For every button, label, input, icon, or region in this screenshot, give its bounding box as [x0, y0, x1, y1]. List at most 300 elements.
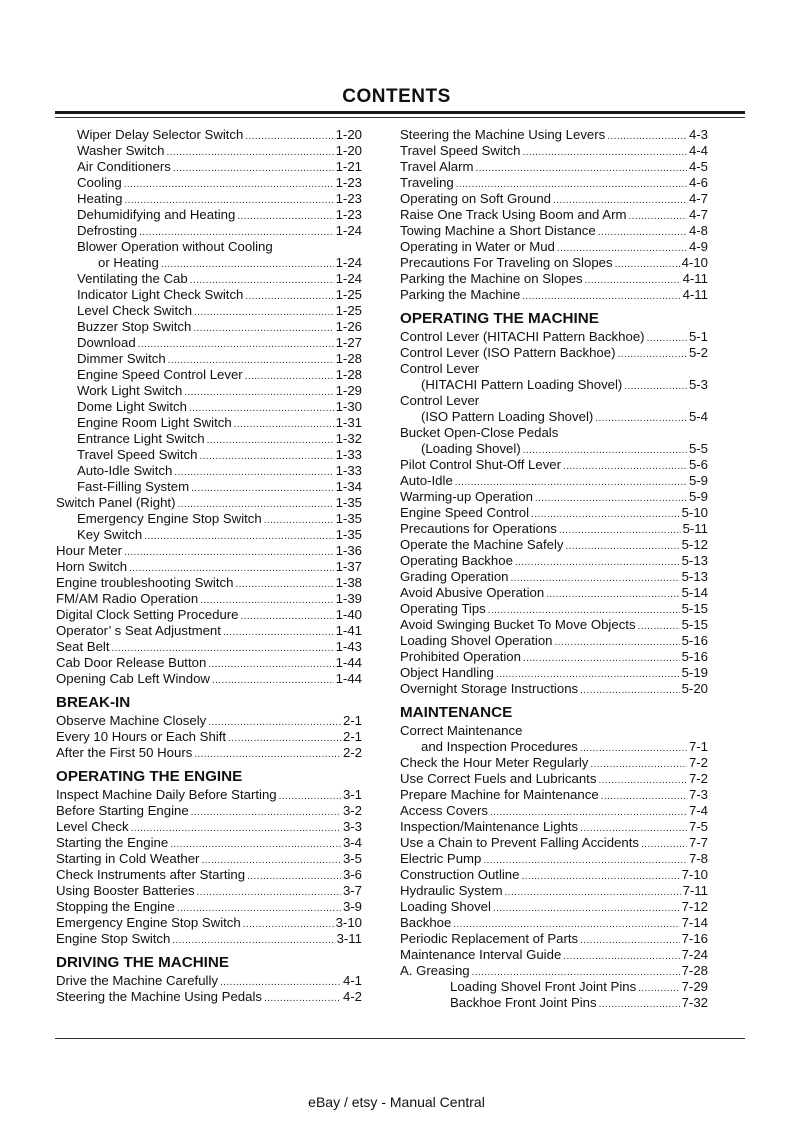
- dot-leader: [563, 949, 679, 965]
- toc-page-number: 1-35: [335, 527, 362, 542]
- toc-entry-title: Air Conditioners: [77, 159, 171, 174]
- dot-leader: [223, 625, 334, 641]
- toc-page-number: 7-4: [688, 803, 708, 818]
- toc-page-number: 7-10: [681, 867, 708, 882]
- toc-entry-title: Emergency Engine Stop Switch: [56, 915, 241, 930]
- toc-entry-title: Prohibited Operation: [400, 649, 521, 664]
- toc-entry: [400, 159, 708, 175]
- dot-leader: [247, 869, 341, 885]
- dot-leader: [199, 449, 333, 465]
- dot-leader: [585, 273, 681, 289]
- toc-entry-title: Heating: [77, 191, 123, 206]
- toc-page-number: 5-19: [681, 665, 708, 680]
- dot-leader: [144, 529, 333, 545]
- toc-entry-title: Electric Pump: [400, 851, 482, 866]
- dot-leader: [493, 901, 680, 917]
- toc-entry-title: Precautions for Operations: [400, 521, 557, 536]
- toc-entry: [400, 803, 708, 819]
- toc-entry: [400, 409, 708, 425]
- toc-entry: [56, 207, 362, 223]
- dot-leader: [191, 805, 341, 821]
- toc-page-number: 1-23: [335, 175, 362, 190]
- toc-page-number: 1-28: [335, 367, 362, 382]
- section-heading: OPERATING THE ENGINE: [56, 768, 243, 785]
- toc-entry: [56, 191, 362, 207]
- toc-entry: [400, 473, 708, 489]
- toc-page-number: 7-32: [681, 995, 708, 1010]
- toc-entry-title: Operate the Machine Safely: [400, 537, 564, 552]
- toc-page-number: 3-11: [336, 931, 362, 946]
- dot-leader: [599, 997, 680, 1013]
- dot-leader: [521, 869, 679, 885]
- toc-entry: [56, 973, 362, 989]
- toc-page-number: 1-34: [335, 479, 362, 494]
- dot-leader: [580, 741, 687, 757]
- toc-entry-title: Pilot Control Shut-Off Lever: [400, 457, 562, 472]
- toc-entry-title: Buzzer Stop Switch: [77, 319, 192, 334]
- dot-leader: [237, 209, 333, 225]
- toc-entry: [56, 319, 362, 335]
- toc-page-number: 7-14: [681, 915, 708, 930]
- toc-entry: [56, 431, 362, 447]
- toc-page-number: 5-16: [681, 649, 708, 664]
- toc-page-number: 1-32: [335, 431, 362, 446]
- toc-entry-title: Opening Cab Left Window: [56, 671, 210, 686]
- toc-entry: [400, 505, 708, 521]
- toc-entry-title: Warming-up Operation: [400, 489, 533, 504]
- dot-leader: [245, 289, 333, 305]
- toc-entry-title: Correct Maintenance: [400, 723, 523, 738]
- toc-page-number: 1-27: [335, 335, 362, 350]
- toc-entry-title: Raise One Track Using Boom and Arm: [400, 207, 627, 222]
- toc-page-number: 4-10: [681, 255, 708, 270]
- toc-entry: [56, 745, 362, 761]
- toc-page-number: 4-4: [688, 143, 708, 158]
- dot-leader: [595, 411, 687, 427]
- toc-entry-title: Operating in Water or Mud: [400, 239, 555, 254]
- toc-entry-title: Access Covers: [400, 803, 488, 818]
- dot-leader: [615, 257, 680, 273]
- toc-entry-title: Using Booster Batteries: [56, 883, 195, 898]
- toc-entry: [56, 143, 362, 159]
- dot-leader: [243, 917, 334, 933]
- toc-entry-title: Fast-Filling System: [77, 479, 190, 494]
- dot-leader: [124, 545, 334, 561]
- section-heading: MAINTENANCE: [400, 704, 513, 721]
- section-heading: BREAK-IN: [56, 694, 131, 711]
- toc-entry-title: Parking the Machine on Slopes: [400, 271, 583, 286]
- toc-entry-title: Observe Machine Closely: [56, 713, 207, 728]
- toc-page-number: 7-7: [688, 835, 708, 850]
- toc-page-number: 3-1: [342, 787, 362, 802]
- toc-entry: [56, 803, 362, 819]
- dot-leader: [279, 789, 341, 805]
- toc-entry: [56, 899, 362, 915]
- toc-page-number: 7-16: [681, 931, 708, 946]
- toc-entry-title: Parking the Machine: [400, 287, 521, 302]
- dot-leader: [580, 683, 679, 699]
- toc-entry: [56, 351, 362, 367]
- toc-page-number: 1-39: [335, 591, 362, 606]
- toc-entry: [56, 729, 362, 745]
- toc-page-number: 5-6: [688, 457, 708, 472]
- toc-entry-title: Level Check: [56, 819, 129, 834]
- dot-leader: [638, 981, 679, 997]
- toc-page-number: 3-6: [342, 867, 362, 882]
- toc-page-number: 5-13: [681, 553, 708, 568]
- toc-entry-title: Control Lever: [400, 361, 480, 376]
- toc-entry-title: Control Lever: [400, 393, 480, 408]
- dot-leader: [515, 555, 680, 571]
- toc-entry-title: Key Switch: [77, 527, 143, 542]
- toc-page-number: 1-21: [335, 159, 362, 174]
- toc-page-number: 5-12: [681, 537, 708, 552]
- toc-page-number: 5-9: [688, 489, 708, 504]
- toc-entry-title: Ventilating the Cab: [77, 271, 188, 286]
- toc-entry-title: Loading Shovel Operation: [400, 633, 553, 648]
- toc-page-number: 3-4: [342, 835, 362, 850]
- toc-page-number: 1-28: [335, 351, 362, 366]
- toc-entry: [400, 345, 708, 361]
- toc-entry: [400, 489, 708, 505]
- toc-entry-title: Steering the Machine Using Levers: [400, 127, 606, 142]
- toc-page-number: 1-24: [335, 271, 362, 286]
- toc-entry: [400, 585, 708, 601]
- dot-leader: [522, 289, 680, 305]
- toc-entry: [400, 329, 708, 345]
- toc-entry-title: A. Greasing: [400, 963, 470, 978]
- dot-leader: [647, 331, 687, 347]
- toc-entry: [56, 867, 362, 883]
- toc-entry: [56, 463, 362, 479]
- toc-page-number: 3-7: [342, 883, 362, 898]
- toc-entry-title: Avoid Swinging Bucket To Move Objects: [400, 617, 636, 632]
- toc-page-number: 3-9: [342, 899, 362, 914]
- toc-entry: [400, 441, 708, 457]
- toc-page-number: 4-2: [342, 989, 362, 1004]
- toc-entry-title: (Loading Shovel): [421, 441, 521, 456]
- toc-entry-title: Steering the Machine Using Pedals: [56, 989, 262, 1004]
- dot-leader: [598, 773, 687, 789]
- toc-entry-title: Engine Stop Switch: [56, 931, 171, 946]
- toc-entry-title: Digital Clock Setting Procedure: [56, 607, 239, 622]
- toc-entry-title: Travel Speed Switch: [77, 447, 198, 462]
- dot-leader: [618, 347, 687, 363]
- toc-entry-title: Blower Operation without Cooling: [77, 239, 273, 254]
- toc-page-number: 5-4: [688, 409, 708, 424]
- dot-leader: [590, 757, 687, 773]
- dot-leader: [228, 731, 341, 747]
- toc-page-number: 1-25: [335, 303, 362, 318]
- toc-entry-title: Towing Machine a Short Distance: [400, 223, 596, 238]
- toc-page-number: 2-1: [342, 713, 362, 728]
- toc-entry-title: Traveling: [400, 175, 454, 190]
- toc-entry-title: Horn Switch: [56, 559, 128, 574]
- toc-entry: [400, 649, 708, 665]
- toc-page-number: 7-24: [681, 947, 708, 962]
- dot-leader: [208, 657, 333, 673]
- toc-entry-title: Starting in Cold Weather: [56, 851, 200, 866]
- dot-leader: [555, 635, 680, 651]
- dot-leader: [172, 933, 334, 949]
- toc-page-number: 1-26: [335, 319, 362, 334]
- toc-entry: [400, 207, 708, 223]
- toc-page-number: 5-14: [681, 585, 708, 600]
- toc-entry: [400, 883, 708, 899]
- toc-entry-title: Operator’ s Seat Adjustment: [56, 623, 221, 638]
- toc-page-number: 3-5: [342, 851, 362, 866]
- toc-entry: [400, 255, 708, 271]
- toc-entry: [400, 681, 708, 697]
- toc-entry: [56, 607, 362, 623]
- toc-page-number: 2-2: [342, 745, 362, 760]
- toc-page-number: 1-40: [335, 607, 362, 622]
- section-heading: OPERATING THE MACHINE: [400, 310, 599, 327]
- toc-entry-title: Hour Meter: [56, 543, 122, 558]
- dot-leader: [191, 481, 333, 497]
- toc-entry-title: Inspection/Maintenance Lights: [400, 819, 579, 834]
- toc-entry-title: Construction Outline: [400, 867, 520, 882]
- dot-leader: [638, 619, 680, 635]
- toc-entry-title: Operating Tips: [400, 601, 486, 616]
- toc-entry-title: FM/AM Radio Operation: [56, 591, 199, 606]
- toc-entry-title: Starting the Engine: [56, 835, 169, 850]
- toc-entry: [56, 559, 362, 575]
- toc-entry: [56, 175, 362, 191]
- toc-entry-title: Precautions For Traveling on Slopes: [400, 255, 613, 270]
- toc-page-number: 3-2: [342, 803, 362, 818]
- toc-entry: [56, 127, 362, 143]
- toc-entry-title: (ISO Pattern Loading Shovel): [421, 409, 594, 424]
- toc-page-number: 7-11: [682, 883, 708, 898]
- bottom-rule: [55, 1038, 745, 1039]
- toc-entry-title: Travel Speed Switch: [400, 143, 521, 158]
- toc-left-column: [56, 127, 362, 1005]
- toc-entry-title: Engine Speed Control Lever: [77, 367, 243, 382]
- dot-leader: [565, 539, 679, 555]
- toc-entry-title: Entrance Light Switch: [77, 431, 205, 446]
- dot-leader: [601, 789, 687, 805]
- toc-entry-title: Check the Hour Meter Regularly: [400, 755, 589, 770]
- dot-leader: [241, 609, 334, 625]
- dot-leader: [235, 577, 333, 593]
- toc-entry: [56, 931, 362, 947]
- toc-page-number: 1-35: [335, 511, 362, 526]
- toc-entry-title: Use Correct Fuels and Lubricants: [400, 771, 597, 786]
- toc-entry: [400, 223, 708, 239]
- dot-leader: [193, 321, 333, 337]
- toc-entry-title: Defrosting: [77, 223, 138, 238]
- dot-leader: [624, 379, 687, 395]
- toc-page-number: 7-1: [688, 739, 708, 754]
- toc-entry: [56, 511, 362, 527]
- toc-page-number: 7-28: [681, 963, 708, 978]
- toc-entry: [56, 367, 362, 383]
- page-title: CONTENTS: [342, 86, 451, 107]
- toc-page-number: 7-29: [681, 979, 708, 994]
- toc-page-number: 4-9: [688, 239, 708, 254]
- dot-leader: [522, 145, 686, 161]
- toc-page-number: 7-2: [688, 771, 708, 786]
- toc-entry: [400, 601, 708, 617]
- toc-entry: [56, 527, 362, 543]
- footer-text: eBay / etsy - Manual Central: [308, 1094, 485, 1110]
- toc-entry: [400, 617, 708, 633]
- toc-page-number: 1-44: [335, 655, 362, 670]
- toc-entry: [56, 639, 362, 655]
- toc-entry: [56, 399, 362, 415]
- toc-page-number: 4-5: [688, 159, 708, 174]
- toc-page-number: 1-38: [335, 575, 362, 590]
- toc-entry-title: Switch Panel (Right): [56, 495, 176, 510]
- toc-entry-title: and Inspection Procedures: [421, 739, 578, 754]
- toc-entry-title: Indicator Light Check Switch: [77, 287, 244, 302]
- toc-entry: [400, 979, 708, 995]
- toc-entry: [400, 915, 708, 931]
- toc-entry: [56, 851, 362, 867]
- toc-entry: [400, 457, 708, 473]
- toc-entry-title: Drive the Machine Carefully: [56, 973, 218, 988]
- dot-leader: [580, 933, 679, 949]
- dot-leader: [194, 747, 341, 763]
- toc-page-number: 7-2: [688, 755, 708, 770]
- toc-entry-title: Emergency Engine Stop Switch: [77, 511, 262, 526]
- toc-entry: [400, 239, 708, 255]
- toc-entry: [56, 495, 362, 511]
- toc-entry-title: Level Check Switch: [77, 303, 193, 318]
- dot-leader: [212, 673, 334, 689]
- toc-entry: [400, 771, 708, 787]
- toc-entry-title: Use a Chain to Prevent Falling Accidents: [400, 835, 639, 850]
- toc-entry-title: Periodic Replacement of Parts: [400, 931, 579, 946]
- toc-entry-title: Seat Belt: [56, 639, 110, 654]
- toc-entry-title: Object Handling: [400, 665, 494, 680]
- toc-entry: [56, 383, 362, 399]
- toc-page-number: 7-3: [688, 787, 708, 802]
- toc-entry: [56, 335, 362, 351]
- toc-entry-title: Work Light Switch: [77, 383, 183, 398]
- toc-page-number: 4-3: [688, 127, 708, 142]
- toc-entry: [400, 995, 708, 1011]
- toc-entry: [56, 915, 362, 931]
- toc-entry-title: Washer Switch: [77, 143, 165, 158]
- toc-entry: [56, 159, 362, 175]
- toc-entry-title: Auto-Idle Switch: [77, 463, 173, 478]
- toc-entry-title: Hydraulic System: [400, 883, 503, 898]
- toc-page-number: 4-7: [688, 191, 708, 206]
- toc-entry-title: Control Lever (ISO Pattern Backhoe): [400, 345, 616, 360]
- toc-entry: [400, 665, 708, 681]
- dot-leader: [208, 715, 341, 731]
- toc-entry: [400, 787, 708, 803]
- toc-page-number: 4-7: [688, 207, 708, 222]
- toc-entry: [56, 223, 362, 239]
- toc-page-number: 1-33: [335, 463, 362, 478]
- toc-entry-title: Engine Speed Control: [400, 505, 530, 520]
- toc-entry-title: Engine troubleshooting Switch: [56, 575, 234, 590]
- toc-entry-title: Operating on Soft Ground: [400, 191, 552, 206]
- toc-entry-title: Avoid Abusive Operation: [400, 585, 545, 600]
- dot-leader: [138, 337, 334, 353]
- dot-leader: [264, 513, 334, 529]
- toc-entry-title: Cab Door Release Button: [56, 655, 207, 670]
- toc-entry: [400, 377, 708, 393]
- toc-entry: [400, 819, 708, 835]
- toc-entry: [56, 415, 362, 431]
- toc-entry-title: or Heating: [98, 255, 159, 270]
- toc-page-number: 5-13: [681, 569, 708, 584]
- toc-entry: [56, 671, 362, 687]
- dot-leader: [476, 161, 687, 177]
- toc-entry: [400, 739, 708, 755]
- toc-page-number: 5-5: [688, 441, 708, 456]
- toc-entry-title: Backhoe Front Joint Pins: [450, 995, 597, 1010]
- toc-page-number: 4-11: [682, 287, 708, 302]
- dot-leader: [245, 369, 334, 385]
- toc-page-number: 5-1: [688, 329, 708, 344]
- toc-page-number: 5-20: [681, 681, 708, 696]
- dot-leader: [197, 885, 341, 901]
- dot-leader: [264, 991, 341, 1007]
- toc-entry: [400, 191, 708, 207]
- dot-leader: [535, 491, 687, 507]
- toc-entry-title: Backhoe: [400, 915, 452, 930]
- toc-page-number: 1-44: [335, 671, 362, 686]
- toc-page-number: 5-11: [682, 521, 708, 536]
- toc-entry: [400, 963, 708, 979]
- dot-leader: [628, 209, 686, 225]
- toc-page-number: 4-1: [342, 973, 362, 988]
- toc-page-number: 1-43: [335, 639, 362, 654]
- toc-entry: [56, 543, 362, 559]
- dot-leader: [607, 129, 687, 145]
- dot-leader: [598, 225, 687, 241]
- toc-entry-title: Overnight Storage Instructions: [400, 681, 579, 696]
- toc-page-number: 1-30: [335, 399, 362, 414]
- dot-leader: [559, 523, 681, 539]
- toc-entry-title: Dome Light Switch: [77, 399, 187, 414]
- toc-page-number: 5-15: [681, 601, 708, 616]
- toc-entry-title: Prepare Machine for Maintenance: [400, 787, 599, 802]
- toc-page-number: 1-31: [335, 415, 362, 430]
- toc-entry-title: Engine Room Light Switch: [77, 415, 232, 430]
- toc-entry: [56, 287, 362, 303]
- toc-entry: [400, 947, 708, 963]
- toc-entry: [400, 899, 708, 915]
- toc-page-number: 1-20: [335, 143, 362, 158]
- toc-entry: [400, 537, 708, 553]
- toc-page-number: 4-8: [688, 223, 708, 238]
- toc-entry-title: Before Starting Engine: [56, 803, 189, 818]
- toc-entry: [400, 127, 708, 143]
- toc-entry: [400, 931, 708, 947]
- dot-leader: [234, 417, 334, 433]
- toc-entry-title: Stopping the Engine: [56, 899, 175, 914]
- toc-entry-title: Inspect Machine Daily Before Starting: [56, 787, 277, 802]
- toc-entry: [56, 303, 362, 319]
- toc-entry-title: Loading Shovel: [400, 899, 491, 914]
- toc-entry-title: Travel Alarm: [400, 159, 474, 174]
- toc-entry-title: (HITACHI Pattern Loading Shovel): [421, 377, 623, 392]
- toc-entry-title: Check Instruments after Starting: [56, 867, 246, 882]
- dot-leader: [523, 651, 680, 667]
- toc-entry: [400, 553, 708, 569]
- toc-page-number: 1-36: [335, 543, 362, 558]
- dot-leader: [166, 145, 333, 161]
- toc-page-number: 1-23: [335, 191, 362, 206]
- toc-entry-title: Maintenance Interval Guide: [400, 947, 562, 962]
- toc-page-number: 5-9: [688, 473, 708, 488]
